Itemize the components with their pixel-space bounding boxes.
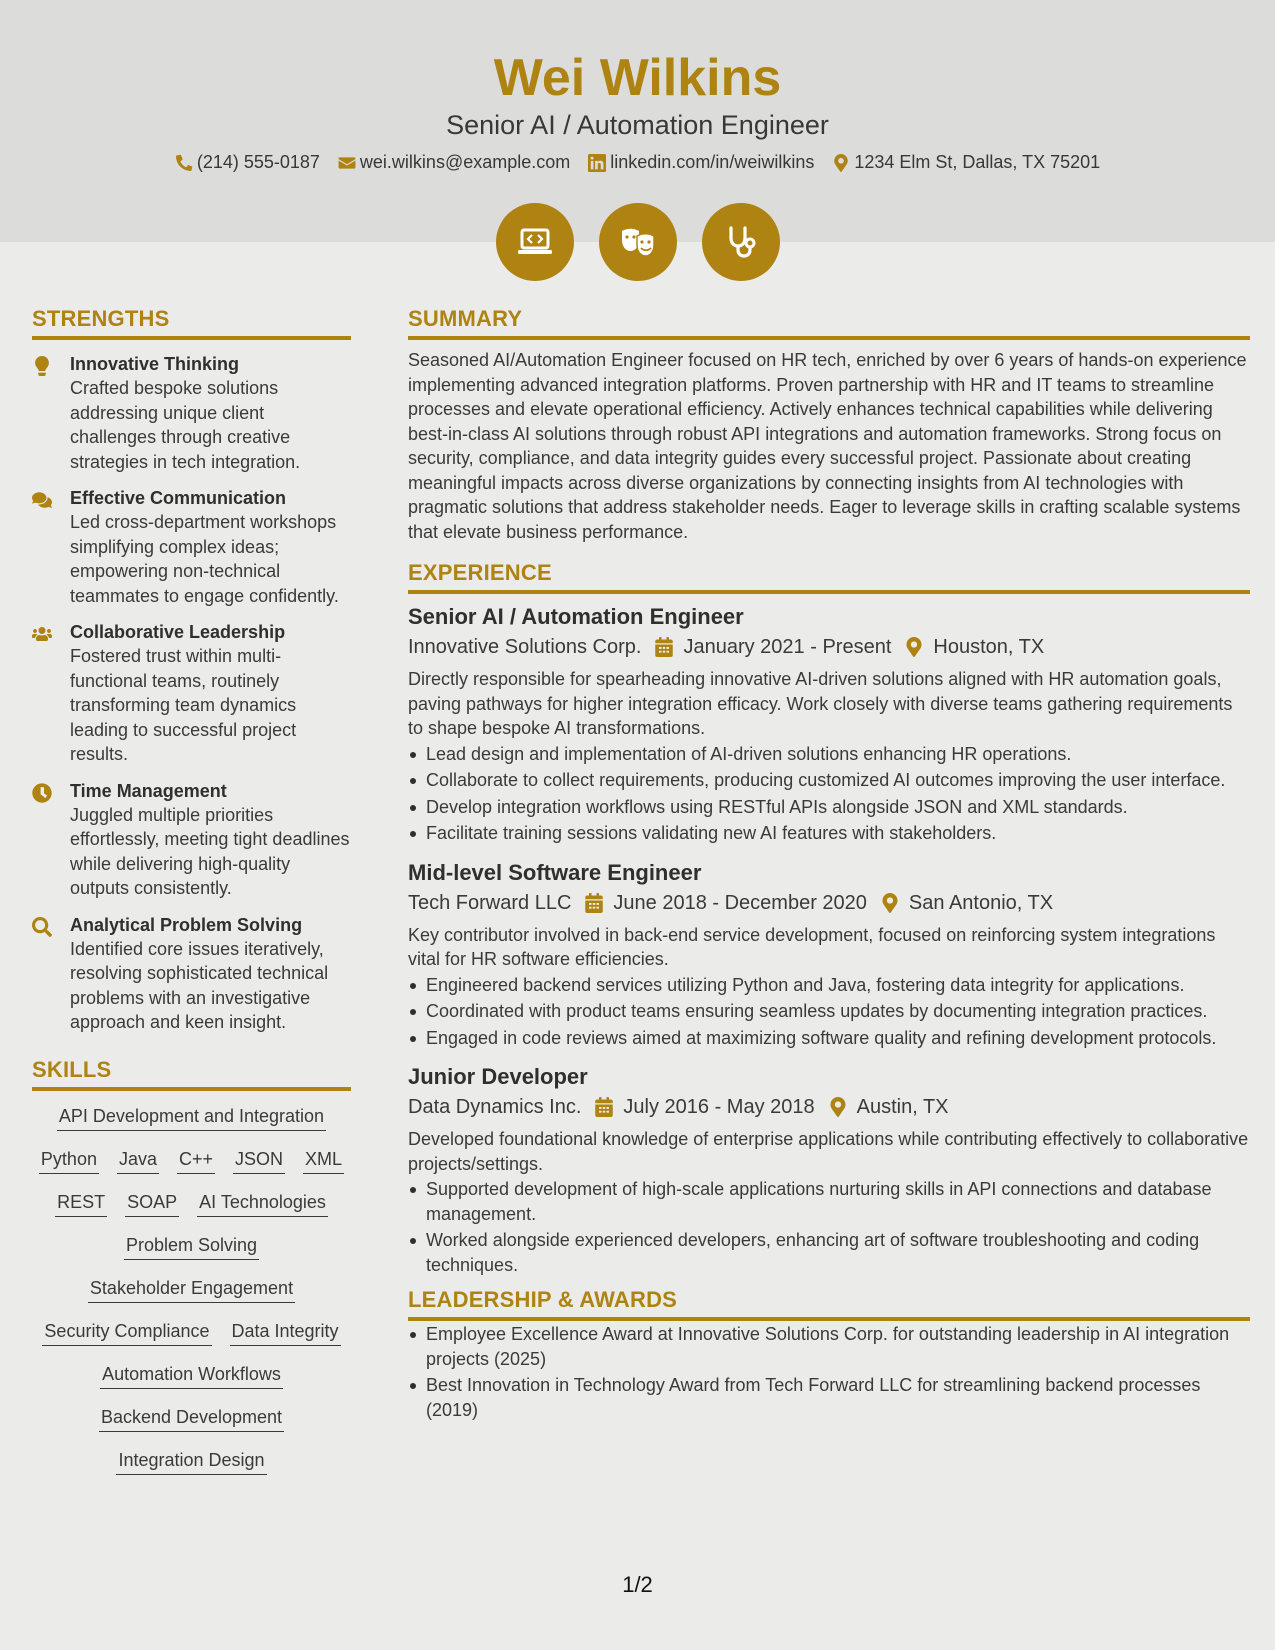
job-title: Senior AI / Automation Engineer <box>408 604 744 629</box>
job-meta <box>408 889 1250 917</box>
job-entry <box>408 602 1250 846</box>
skill-row <box>32 1320 351 1346</box>
skill-tag: Security Compliance <box>42 1320 211 1346</box>
job-title: Junior Developer <box>408 1064 588 1089</box>
job-location: Austin, TX <box>856 1096 949 1118</box>
skills-list <box>32 1105 351 1475</box>
strength-desc: Led cross-department workshops simplifying complex ideas; empowering non-technical teammates to engage confidently. <box>70 512 339 606</box>
skill-tag: JSON <box>233 1148 285 1174</box>
experience-list <box>408 602 1250 1277</box>
skill-tag: Problem Solving <box>124 1234 259 1260</box>
contact-phone-text: (214) 555-0187 <box>196 152 320 172</box>
job-company: Data Dynamics Inc. <box>408 1096 582 1118</box>
skill-tag: Data Integrity <box>230 1320 341 1346</box>
skill-tag: Automation Workflows <box>100 1363 283 1389</box>
skill-tag: Backend Development <box>99 1406 284 1432</box>
skill-row <box>32 1363 351 1389</box>
job-title: Mid-level Software Engineer <box>408 859 702 885</box>
skill-row <box>32 1234 351 1260</box>
skill-row <box>32 1277 351 1303</box>
contact-address <box>832 152 1100 173</box>
strength-desc: Fostered trust within multi-functional teams, routinely transforming team dynamics leading to successful project results. <box>70 646 297 764</box>
job-company: Innovative Solutions Corp. <box>408 636 642 658</box>
strengths-heading: STRENGTHS <box>32 306 351 340</box>
job-entry <box>408 858 1250 1051</box>
job-bullet: Engaged in code reviews aimed at maximizing software quality and refining development protocols. <box>408 1026 1250 1051</box>
skill-tag: API Development and Integration <box>57 1105 326 1131</box>
location-pin-icon <box>829 1097 847 1117</box>
job-description: Key contributor involved in back-end service development, focused on reinforcing system integrations vital for HR software efficiencies. <box>408 924 1216 969</box>
skill-row <box>32 1148 351 1174</box>
comments-icon <box>32 490 52 510</box>
interest-badges <box>0 203 1275 281</box>
candidate-name: Wei Wilkins <box>493 49 782 107</box>
email-icon <box>338 154 356 172</box>
job-bullet: Worked alongside experienced developers, enhancing art of software troubleshooting and coding techniques. <box>408 1228 1250 1277</box>
job-description: Developed foundational knowledge of enterprise applications while contributing effectively to collaborative projects/settings. <box>408 1129 1249 1174</box>
job-dates: June 2018 - December 2020 <box>613 891 867 914</box>
job-bullet: Engineered backend services utilizing Python and Java, fostering data integrity for applications. <box>408 973 1250 998</box>
strength-item <box>32 913 351 1035</box>
stethoscope-badge <box>702 203 780 281</box>
job-bullet: Facilitate training sessions validating new AI features with stakeholders. <box>408 821 1250 846</box>
contact-address-text: 1234 Elm St, Dallas, TX 75201 <box>854 152 1101 172</box>
clock-icon <box>32 783 52 803</box>
candidate-title: Senior AI / Automation Engineer <box>446 110 829 140</box>
strength-name: Effective Communication <box>70 488 287 508</box>
awards-list <box>408 1322 1250 1422</box>
summary-heading: SUMMARY <box>408 306 1250 340</box>
contact-linkedin[interactable] <box>588 152 814 173</box>
strength-desc: Crafted bespoke solutions addressing unique client challenges through creative strategies in tech integration. <box>70 378 301 472</box>
job-dates: January 2021 - Present <box>683 636 892 658</box>
strength-item <box>32 620 351 767</box>
skill-tag: XML <box>303 1148 344 1174</box>
job-dates: July 2016 - May 2018 <box>623 1096 815 1118</box>
strength-item <box>32 486 351 608</box>
laptop-code-badge <box>496 203 574 281</box>
calendar-icon <box>655 637 673 657</box>
job-bullets <box>408 973 1250 1051</box>
strength-name: Analytical Problem Solving <box>70 914 303 935</box>
job-bullets <box>408 1177 1250 1277</box>
job-bullets <box>408 742 1250 846</box>
skill-tag: AI Technologies <box>197 1191 328 1217</box>
job-description: Directly responsible for spearheading innovative AI-driven solutions aligned with HR automation goals, paving pathways for higher integration efficacy. Work closely with diverse teams gathering requirements to shape bespoke AI transformations. <box>408 669 1233 738</box>
search-icon <box>32 917 52 937</box>
location-pin-icon <box>832 154 850 172</box>
job-bullet: Coordinated with product teams ensuring seamless updates by documenting integration practices. <box>408 999 1250 1024</box>
linkedin-icon <box>588 154 606 172</box>
theater-masks-icon <box>618 222 658 262</box>
strength-item <box>32 779 351 901</box>
theater-masks-badge <box>599 203 677 281</box>
awards-heading: LEADERSHIP & AWARDS <box>408 1287 1250 1321</box>
skill-tag: C++ <box>177 1148 215 1174</box>
strength-item <box>32 352 351 474</box>
job-location: San Antonio, TX <box>908 891 1054 914</box>
location-pin-icon <box>905 637 923 657</box>
strength-name: Collaborative Leadership <box>70 622 286 642</box>
skills-heading: SKILLS <box>32 1057 351 1091</box>
job-bullet: Develop integration workflows using RESTful APIs alongside JSON and XML standards. <box>408 795 1250 820</box>
experience-heading: EXPERIENCE <box>408 560 1250 594</box>
job-meta <box>408 1093 1250 1121</box>
location-pin-icon <box>881 893 899 913</box>
skill-tag: Stakeholder Engagement <box>88 1277 295 1303</box>
contact-email[interactable] <box>338 152 570 173</box>
award-item: Employee Excellence Award at Innovative Solutions Corp. for outstanding leadership in AI integration projects (2025) <box>408 1322 1250 1371</box>
strength-name: Time Management <box>70 780 227 801</box>
award-item: Best Innovation in Technology Award from Tech Forward LLC for streamlining backend processes (2019) <box>408 1373 1250 1422</box>
right-column <box>408 306 1250 1424</box>
stethoscope-icon <box>721 222 761 262</box>
skill-row <box>32 1406 351 1432</box>
job-bullet: Lead design and implementation of AI-driven solutions enhancing HR operations. <box>408 742 1250 767</box>
skill-tag: Java <box>117 1148 159 1174</box>
contact-bar <box>0 152 1275 173</box>
skill-row <box>32 1449 351 1475</box>
page-number: 1/2 <box>622 1572 653 1597</box>
contact-linkedin-text: linkedin.com/in/weiwilkins <box>610 152 815 172</box>
job-entry <box>408 1062 1250 1277</box>
users-icon <box>32 624 52 644</box>
job-bullet: Collaborate to collect requirements, producing customized AI outcomes improving the user interface. <box>408 768 1250 793</box>
contact-phone[interactable] <box>175 152 320 173</box>
skill-tag: Integration Design <box>116 1449 266 1475</box>
strength-desc: Juggled multiple priorities effortlessly, meeting tight deadlines while delivering high-quality outputs consistently. <box>70 804 350 898</box>
strength-name: Innovative Thinking <box>70 354 240 374</box>
calendar-icon <box>585 893 603 913</box>
job-meta <box>408 633 1250 661</box>
strength-desc: Identified core issues iteratively, resolving sophisticated technical problems with an investigative approach and keen insight. <box>70 938 329 1032</box>
summary-text: Seasoned AI/Automation Engineer focused on HR tech, enriched by over 6 years of hands-on experience implementing advanced integration platforms. Proven partnership with HR and IT teams to streamline processes and elevate operational efficiency. Actively enhances technical capabilities while delivering best-in-class AI solutions through robust API integrations and automation frameworks. Strong focus on security, compliance, and data integrity guides every successful project. Passionate about creating meaningful impacts across diverse organizations by connecting insights from AI technologies with pragmatic solutions that address stakeholder needs. Eager to leverage skills in crafting scalable systems that elevate business performance. <box>408 350 1247 542</box>
skill-tag: REST <box>55 1191 107 1217</box>
skill-row <box>32 1105 351 1131</box>
skill-tag: SOAP <box>125 1191 179 1217</box>
left-column <box>32 306 351 1492</box>
contact-email-text: wei.wilkins@example.com <box>359 152 571 172</box>
skill-row <box>32 1191 351 1217</box>
job-location: Houston, TX <box>933 636 1045 658</box>
lightbulb-icon <box>32 356 52 376</box>
laptop-code-icon <box>515 222 555 262</box>
skill-tag: Python <box>39 1148 99 1174</box>
calendar-icon <box>595 1097 613 1117</box>
job-company: Tech Forward LLC <box>408 891 572 914</box>
phone-icon <box>175 154 193 172</box>
job-bullet: Supported development of high-scale applications nurturing skills in API connections and database management. <box>408 1177 1250 1226</box>
